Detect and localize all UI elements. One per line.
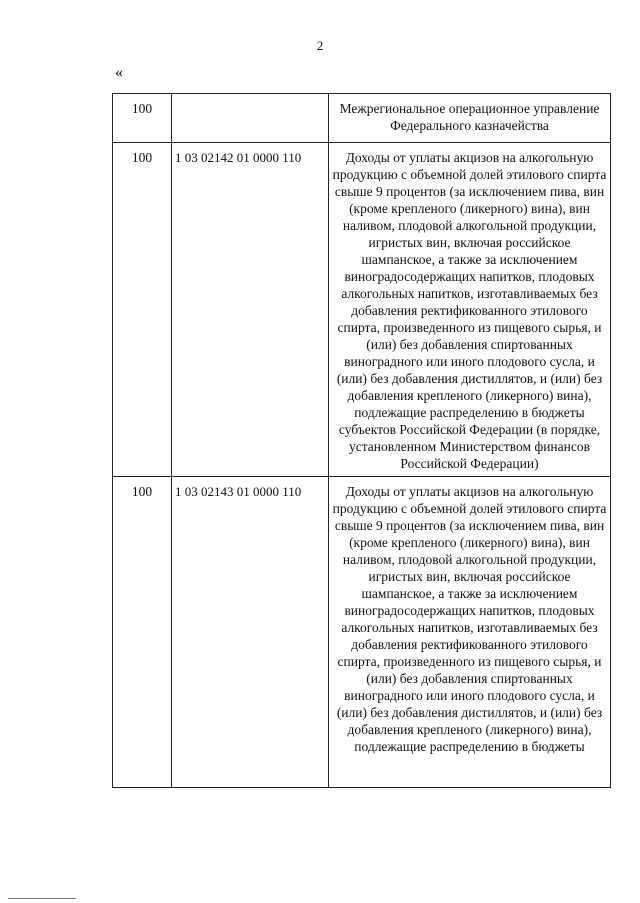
admin-code-cell: 100 [113,94,172,143]
table-row [113,143,611,477]
revenue-name-cell: Доходы от уплаты акцизов на алкогольную продукцию с объемной долей этилового спирта свыше 9 процентов (за исключением пива, вин (кроме крепленого (ликерного) вина), вин наливом, плодовой алкогольной продукции, игристых вин, включая российское шампанское, а также за исключением виноградосодержащих напитков, плодовых алкогольных напитков, изготавливаемых без добавления ректификованного этилового спирта, произведенного из пищевого сырья, и (или) без добавления спиртованных виноградного или иного плодового сусла, и (или) без добавления дистиллятов, и (или) без добавления крепленого (ликерного) вина), подлежащие распределению в бюджеты субъектов Российской Федерации (в порядке, установленном Министерством финансов Российской Федерации) [329,143,611,477]
admin-code-cell: 100 [113,477,172,788]
budget-code-cell: 1 03 02143 01 0000 110 [172,477,329,788]
opening-quote-mark: « [115,64,123,81]
revenue-name-cell: Межрегиональное операционное управление Федерального казначейства [329,94,611,143]
budget-code-cell: 1 03 02142 01 0000 110 [172,143,329,477]
scan-edge-mark [8,898,76,899]
table-row [113,477,611,788]
budget-classification-table [112,93,611,788]
revenue-name-cell: Доходы от уплаты акцизов на алкогольную продукцию с объемной долей этилового спирта свыше 9 процентов (за исключением пива, вин (кроме крепленого (ликерного) вина), вин наливом, плодовой алкогольной продукции, игристых вин, включая российское шампанское, а также за исключением виноградосодержащих напитков, плодовых алкогольных напитков, изготавливаемых без добавления ректификованного этилового спирта, произведенного из пищевого сырья, и (или) без добавления спиртованных виноградного или иного плодового сусла, и (или) без добавления дистиллятов, и (или) без добавления крепленого (ликерного) вина), подлежащие распределению в бюджеты [329,477,611,788]
table-row [113,94,611,143]
admin-code-cell: 100 [113,143,172,477]
budget-code-cell [172,94,329,143]
page-number: 2 [316,38,324,53]
